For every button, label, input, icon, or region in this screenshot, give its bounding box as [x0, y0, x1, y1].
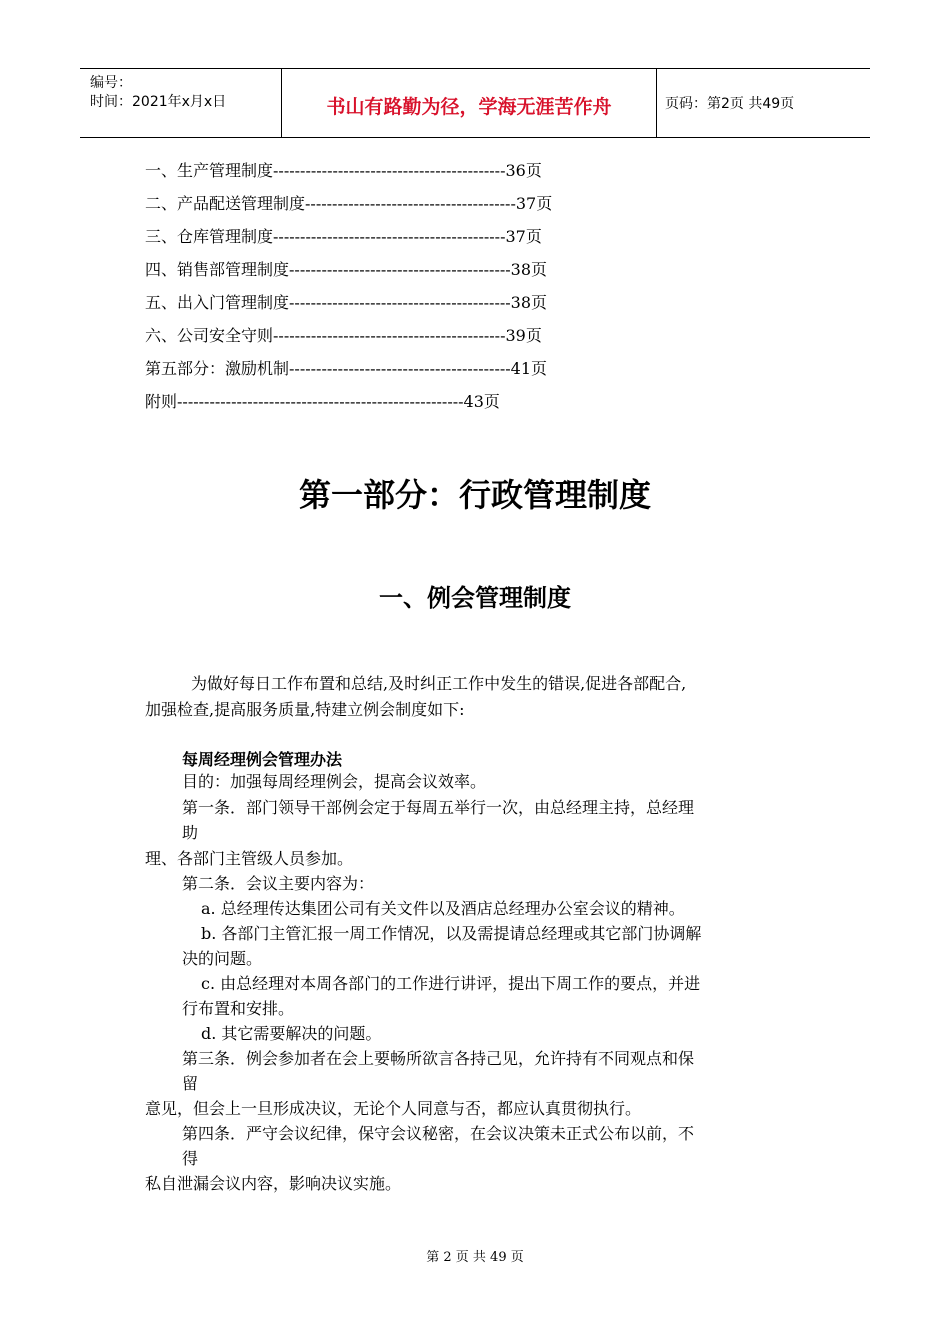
toc-item[interactable]: 五、出入门管理制度-----------------------------------------38页 [145, 293, 548, 312]
header-motto-cell [281, 69, 657, 137]
article-line: 得 [182, 1149, 199, 1168]
purpose-line: 目的：加强每周经理例会，提高会议效率。 [182, 772, 487, 791]
toc-item[interactable]: 一、生产管理制度-------------------------------------------36页 [145, 161, 542, 180]
toc-item[interactable]: 附则-----------------------------------------------------43页 [145, 392, 500, 411]
toc-item[interactable]: 三、仓库管理制度-------------------------------------------37页 [145, 227, 542, 246]
list-item: d. 其它需要解决的问题。 [201, 1024, 382, 1043]
toc-item[interactable]: 第五部分：激励机制-----------------------------------------41页 [145, 359, 548, 378]
toc-item[interactable]: 四、销售部管理制度-----------------------------------------38页 [145, 260, 548, 279]
list-item: a. 总经理传达集团公司有关文件以及酒店总经理办公室会议的精神。 [201, 899, 685, 918]
article-line: 第一条．部门领导干部例会定于每周五举行一次，由总经理主持，总经理 [182, 798, 695, 817]
toc-item[interactable]: 二、产品配送管理制度---------------------------------------37页 [145, 194, 553, 213]
article-line: 第四条．严守会议纪律，保守会议秘密，在会议决策未正式公布以前，不 [182, 1124, 695, 1143]
article-line: 留 [182, 1074, 199, 1093]
list-item: 行布置和安排。 [182, 999, 295, 1018]
list-item: b. 各部门主管汇报一周工作情况，以及需提请总经理或其它部门协调解 [201, 924, 702, 943]
page-footer: 第 2 页 共 49 页 [426, 1250, 524, 1265]
header-page-cell [657, 69, 870, 137]
number-label: 编号： [90, 75, 132, 91]
article-line: 理、各部门主管级人员参加。 [145, 849, 354, 868]
subsection-title: 每周经理例会管理办法 [182, 750, 343, 769]
intro-line: 为做好每日工作布置和总结,及时纠正工作中发生的错误,促进各部配合, [191, 674, 687, 693]
part-title: 第一部分：行政管理制度 [298, 476, 651, 514]
list-item: c. 由总经理对本周各部门的工作进行讲评，提出下周工作的要点，并进 [201, 974, 701, 993]
toc-item[interactable]: 六、公司安全守则-------------------------------------------39页 [145, 326, 542, 345]
intro-line: 加强检查,提高服务质量,特建立例会制度如下: [145, 700, 465, 719]
article-line: 第三条．例会参加者在会上要畅所欲言各持己见，允许持有不同观点和保 [182, 1049, 695, 1068]
article-line: 意见，但会上一旦形成决议，无论个人同意与否，都应认真贯彻执行。 [145, 1099, 642, 1118]
article-line: 助 [182, 823, 199, 842]
date-label: 时间：2021年x月x日 [90, 94, 227, 110]
motto-text: 书山有路勤为径，学海无涯苦作舟 [326, 96, 612, 118]
page-number-label: 页码：第2页 共49页 [665, 96, 795, 112]
table-of-contents [145, 154, 765, 418]
list-item: 决的问题。 [182, 949, 263, 968]
article-line: 第二条．会议主要内容为： [182, 874, 375, 893]
page-header-table [80, 68, 870, 138]
article-line: 私自泄漏会议内容，影响决议实施。 [145, 1174, 402, 1193]
header-info-cell [80, 69, 281, 137]
section-title: 一、例会管理制度 [379, 584, 571, 612]
